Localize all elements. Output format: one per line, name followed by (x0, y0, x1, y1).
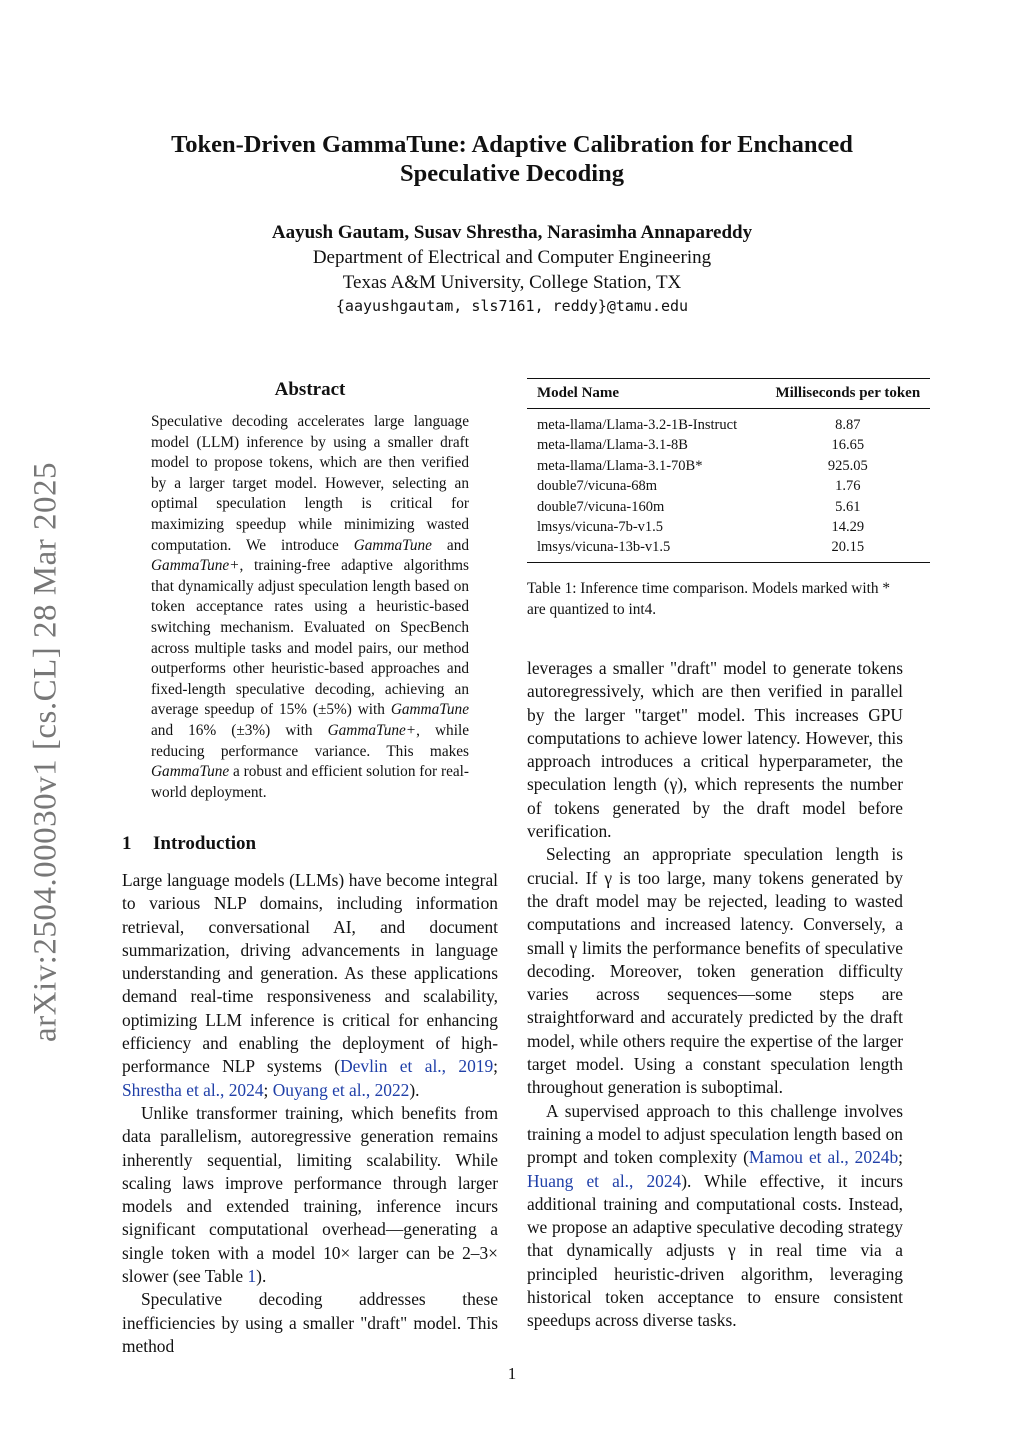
section-heading-introduction (122, 833, 256, 855)
title-line-1: Token-Driven GammaTune: Adaptive Calibration for Enchanced (171, 131, 853, 158)
authors: Aayush Gautam, Susav Shrestha, Narasimha Annapareddy (271, 222, 753, 243)
paragraph-text: A supervised approach to this challenge involves training a model to adjust speculation length based on prompt and token complexity ( (527, 1100, 903, 1168)
citation-link[interactable]: Mamou et al., 2024b (748, 1147, 899, 1168)
paragraph-text: ). While effective, it incurs additional training and computational costs. Instead, we propose an adaptive speculative decoding strategy that dynamically adjusts γ in real time via a principled heuristic-driven algorithm, leveraging historical token acceptance to ensure consistent speedups across diverse tasks. (527, 1170, 903, 1331)
ms-cell: 20.15 (766, 538, 930, 563)
right-paragraph-1: leverages a smaller "draft" model to generate tokens autoregressively, which are then verified in parallel by the larger "target" model. This increases GPU computations to achieve lower latency. However, this approach introduces a critical hyperparameter, the speculation length (γ), which represents the number of tokens generated by the draft model before verification. (527, 658, 903, 842)
abstract-emphasis: GammaTune (151, 763, 230, 781)
abstract-segment: and (431, 536, 469, 554)
abstract-segment: Speculative decoding accelerates large language model (LLM) inference by using a smaller draft model to propose tokens, which are then verified by a larger target model. However, selecting an optimal speculation length is critical for maximizing speedup while minimizing wasted computation. We introduce (151, 413, 469, 554)
paragraph-text: ). (409, 1079, 420, 1100)
ms-cell: 5.61 (835, 498, 861, 515)
citation-link[interactable]: Huang et al., 2024 (527, 1170, 682, 1191)
citation-separator: ; (493, 1056, 498, 1077)
column-header-ms-per-token: Milliseconds per token (766, 379, 930, 409)
column-header-model-name: Model Name (527, 379, 766, 409)
page-number: 1 (507, 1364, 517, 1383)
model-cell: double7/vicuna-160m (537, 498, 665, 515)
table-row (527, 409, 930, 436)
left-column-body (122, 869, 498, 1358)
citation-link[interactable]: Devlin et al., 2019 (340, 1056, 494, 1077)
paragraph-text: ). (256, 1266, 267, 1287)
abstract-emphasis: GammaTune+ (327, 721, 417, 739)
intro-paragraph-2 (122, 1102, 498, 1288)
paragraph-text: Large language models (LLMs) have become integral to various NLP domains, including information retrieval, conversational AI, and document summarization, driving advancements in language understanding and generation. As these applications demand real-time responsiveness and scalability, optimizing LLM inference is critical for enhancing efficiency and enabling the deployment of high-performance NLP systems ( (122, 870, 498, 1077)
table-row (527, 456, 930, 476)
table-caption: Table 1: Inference time comparison. Models marked with * are quantized to int4. (527, 580, 890, 618)
abstract-heading: Abstract (274, 379, 346, 400)
affiliation-department: Department of Electrical and Computer Engineering (312, 247, 712, 268)
model-cell: meta-llama/Llama-3.2-1B-Instruct (537, 417, 738, 433)
abstract-segment: a robust and efficient solution for real-world deployment. (151, 763, 469, 801)
abstract-text (151, 412, 469, 803)
section-title: Introduction (153, 833, 257, 854)
citation-separator: ; (898, 1147, 904, 1168)
section-number: 1 (122, 833, 132, 854)
table-reference-link[interactable]: 1 (247, 1266, 257, 1287)
abstract-segment: , training-free adaptive algorithms that dynamically adjust speculation length based on token acceptance rates using a heuristic-based switching mechanism. Evaluated on SpecBench across multiple tasks and model pairs, our method outperforms other heuristic-based approaches and fixed-length speculative decoding, achieving an average speedup of 15% (±5%) with (151, 557, 469, 719)
paragraph-text: Unlike transformer training, which benefits from data parallelism, autoregressive generation remains inherently sequential, limiting scalability. While scaling laws improve performance through larger models and extended training, inference incurs significant computational overhead—generating a single token with a model 10× larger can be 2–3× slower (see Table (122, 1102, 498, 1287)
ms-cell: 14.29 (831, 518, 865, 535)
table-row (527, 497, 930, 517)
ms-cell: 16.65 (831, 437, 865, 454)
arxiv-identifier: arXiv:2504.00030v1 [cs.CL] 28 Mar 2025 (27, 462, 64, 1042)
model-cell: meta-llama/Llama-3.1-70B* (537, 457, 703, 474)
title-line-2: Speculative Decoding (400, 160, 624, 187)
ms-cell: 1.76 (835, 478, 861, 495)
model-cell: meta-llama/Llama-3.1-8B (537, 437, 688, 454)
table-row (527, 538, 930, 563)
citation-link[interactable]: Shrestha et al., 2024 (122, 1079, 264, 1100)
inference-time-table (527, 378, 930, 563)
table-row (527, 476, 930, 496)
paper-title (140, 130, 884, 188)
table-row (527, 517, 930, 537)
ms-cell: 925.05 (827, 457, 868, 474)
model-cell: lmsys/vicuna-13b-v1.5 (527, 538, 766, 563)
model-cell: lmsys/vicuna-7b-v1.5 (537, 518, 664, 535)
citation-link[interactable]: Ouyang et al., 2022 (272, 1079, 410, 1100)
abstract-segment: , while reducing performance variance. This makes (151, 721, 469, 760)
abstract-segment: and 16% (±3%) with (151, 721, 328, 739)
table-row (527, 436, 930, 456)
intro-paragraph-3: Speculative decoding addresses these inefficiencies by using a smaller "draft" model. This method (122, 1289, 498, 1356)
abstract-emphasis: GammaTune (390, 701, 469, 719)
right-paragraph-3 (527, 1100, 903, 1333)
right-paragraph-2: Selecting an appropriate speculation length is crucial. If γ is too large, many tokens generated by the draft model may be rejected, leading to wasted computations and increased latency. Conversely, a small γ limits the performance benefits of speculative decoding. Moreover, token generation difficulty varies across sequences—some steps are straightforward and accurately predicted by the draft model, while others require the expertise of the larger target model. Using a constant speculation length throughout generation is suboptimal. (527, 844, 903, 1098)
citation-separator: ; (263, 1079, 273, 1100)
model-cell: double7/vicuna-68m (537, 478, 658, 495)
abstract-emphasis: GammaTune (353, 536, 432, 554)
abstract-emphasis: GammaTune+ (151, 557, 240, 575)
author-emails: {aayushgautam, sls7161, reddy}@tamu.edu (335, 297, 689, 315)
ms-cell: 8.87 (835, 417, 861, 433)
affiliation-university: Texas A&M University, College Station, TX (342, 272, 682, 293)
intro-paragraph-1 (122, 869, 498, 1102)
right-column-body (527, 657, 903, 1333)
